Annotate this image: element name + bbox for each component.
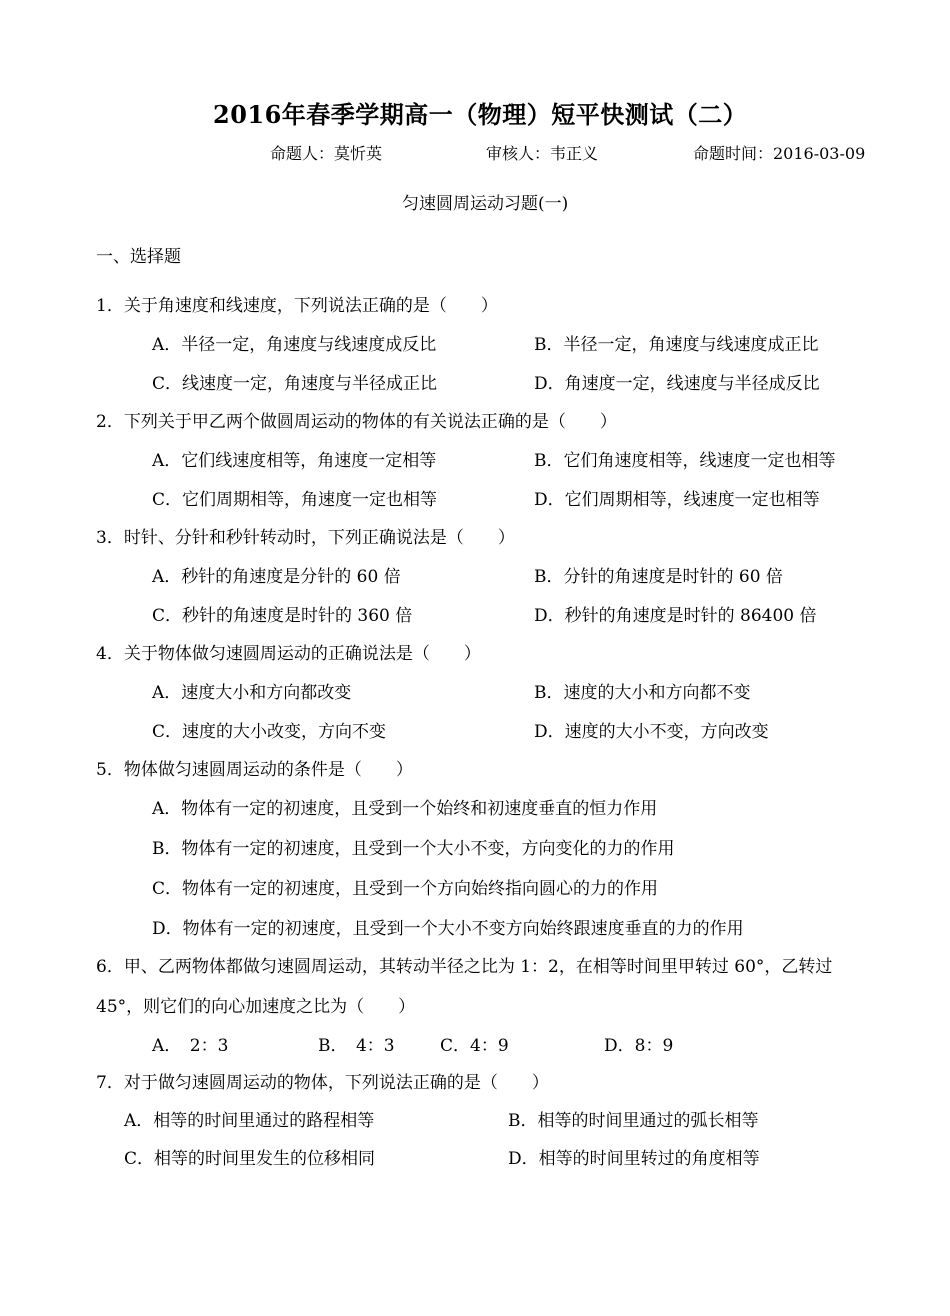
question-6-stem-line-1: 6．甲、乙两物体都做匀速圆周运动，其转动半径之比为 1：2，在相等时间里甲转过 60°，乙转过	[96, 957, 833, 977]
question-2-stem: 2．下列关于甲乙两个做圆周运动的物体的有关说法正确的是（ ）	[96, 412, 617, 432]
question-6-stem-line-2: 45°，则它们的向心加速度之比为（ ）	[96, 997, 416, 1017]
question-4-option-a: A．速度大小和方向都改变	[152, 683, 352, 703]
question-6-option-a: A． 2：3	[152, 1036, 229, 1056]
question-7-option-b: B．相等的时间里通过的弧长相等	[508, 1111, 759, 1131]
question-4-option-c: C．速度的大小改变，方向不变	[152, 722, 387, 742]
section-heading: 一、选择题	[96, 247, 181, 267]
question-4-option-b: B．速度的大小和方向都不变	[534, 683, 751, 703]
question-7-option-d: D．相等的时间里转过的角度相等	[508, 1149, 760, 1169]
question-5-option-a: A．物体有一定的初速度，且受到一个始终和初速度垂直的恒力作用	[152, 799, 658, 819]
question-5-option-c: C．物体有一定的初速度，且受到一个方向始终指向圆心的力的作用	[152, 879, 659, 899]
page-title: 2016年春季学期高一（物理）短平快测试（二）	[213, 100, 748, 129]
question-1-stem: 1．关于角速度和线速度，下列说法正确的是（ ）	[96, 296, 498, 316]
question-5-option-b: B．物体有一定的初速度，且受到一个大小不变，方向变化的力的作用	[152, 839, 675, 859]
question-5-option-d: D．物体有一定的初速度，且受到一个大小不变方向始终跟速度垂直的力的作用	[152, 919, 744, 939]
question-3-option-d: D．秒针的角速度是时针的 86400 倍	[534, 606, 817, 626]
question-2-option-d: D．它们周期相等，线速度一定也相等	[534, 490, 820, 510]
question-6-option-b: B． 4：3	[318, 1036, 395, 1056]
question-3-option-c: C．秒针的角速度是时针的 360 倍	[152, 606, 413, 626]
question-5-stem: 5．物体做匀速圆周运动的条件是（ ）	[96, 760, 413, 780]
question-1-option-d: D．角速度一定，线速度与半径成反比	[534, 374, 820, 394]
reviewer-label: 审核人：韦正义	[486, 144, 599, 163]
question-2-option-c: C．它们周期相等，角速度一定也相等	[152, 490, 438, 510]
section-subtitle: 匀速圆周运动习题(一)	[402, 194, 569, 214]
question-2-option-a: A．它们线速度相等，角速度一定相等	[152, 451, 437, 471]
question-7-option-a: A．相等的时间里通过的路程相等	[124, 1111, 375, 1131]
question-7-option-c: C．相等的时间里发生的位移相同	[124, 1149, 376, 1169]
question-7-stem: 7．对于做匀速圆周运动的物体，下列说法正确的是（ ）	[96, 1073, 549, 1093]
question-6-option-d: D．8：9	[604, 1036, 674, 1056]
question-3-option-a: A．秒针的角速度是分针的 60 倍	[152, 567, 401, 587]
question-3-option-b: B．分针的角速度是时针的 60 倍	[534, 567, 783, 587]
author-label: 命题人：莫忻英	[270, 144, 383, 163]
question-4-stem: 4．关于物体做匀速圆周运动的正确说法是（ ）	[96, 644, 481, 664]
question-6-option-c: C．4：9	[440, 1036, 509, 1056]
question-1-option-c: C．线速度一定，角速度与半径成正比	[152, 374, 438, 394]
question-1-option-a: A．半径一定，角速度与线速度成反比	[152, 335, 437, 355]
question-2-option-b: B．它们角速度相等，线速度一定也相等	[534, 451, 836, 471]
date-label: 命题时间：2016-03-09	[693, 144, 866, 163]
question-3-stem: 3．时针、分针和秒针转动时，下列正确说法是（ ）	[96, 528, 515, 548]
question-1-option-b: B．半径一定，角速度与线速度成正比	[534, 335, 819, 355]
question-4-option-d: D．速度的大小不变，方向改变	[534, 722, 769, 742]
